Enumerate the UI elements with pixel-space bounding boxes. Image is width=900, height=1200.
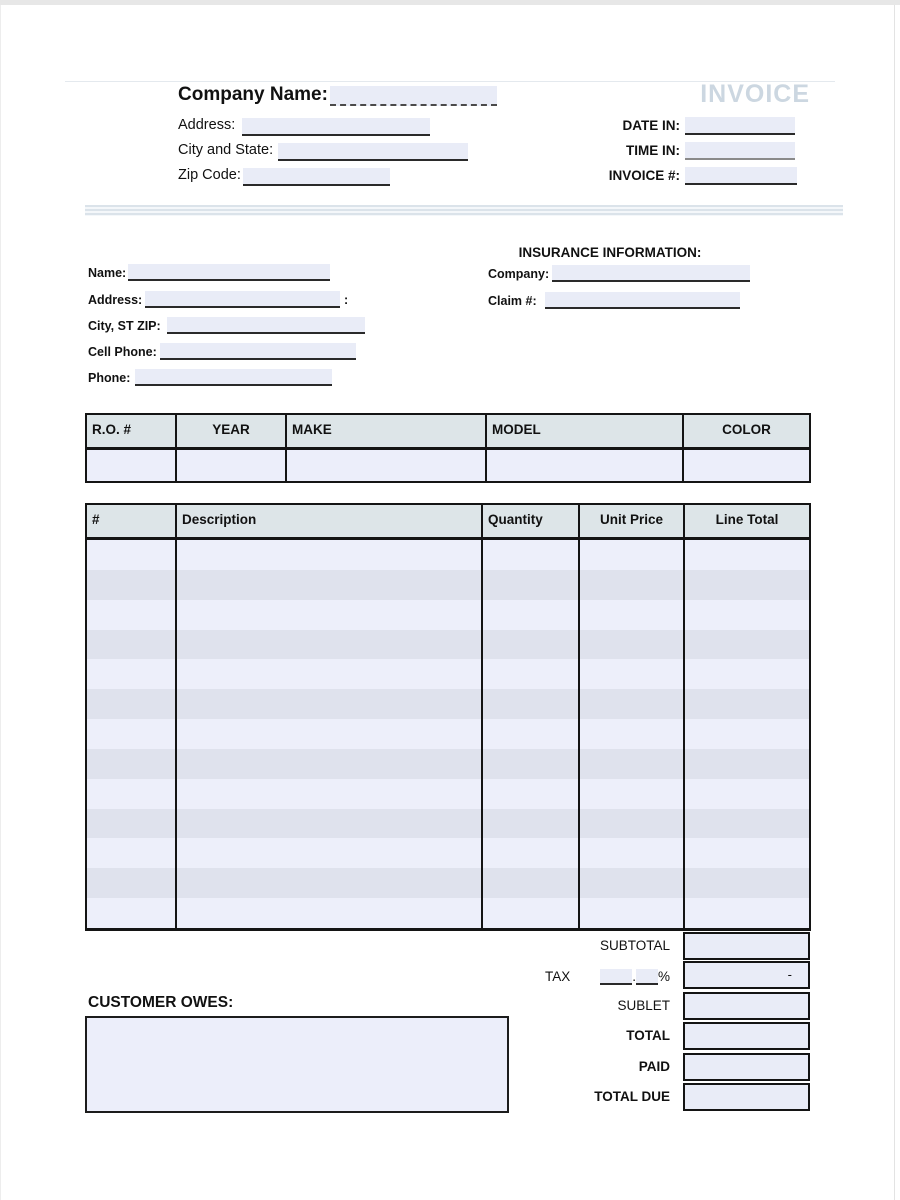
vehicle-header-color: COLOR	[722, 422, 771, 437]
items-table-cell[interactable]	[87, 809, 177, 839]
customer-phone-field[interactable]	[135, 369, 332, 386]
tax-rate-fraction-field[interactable]	[636, 969, 658, 985]
items-table-cell[interactable]	[87, 540, 177, 570]
customer-owes-label: CUSTOMER OWES:	[88, 994, 234, 1011]
page-top-edge	[0, 0, 900, 5]
items-table-cell[interactable]	[685, 630, 809, 660]
customer-name-field[interactable]	[128, 264, 330, 281]
customer-name-label: Name:	[88, 266, 127, 280]
items-table-cell[interactable]	[580, 719, 685, 749]
items-table-row	[87, 540, 809, 570]
invoice-title: INVOICE	[700, 80, 810, 108]
vehicle-header-ro: R.O. #	[87, 415, 177, 447]
items-table-cell[interactable]	[177, 898, 483, 928]
vehicle-table	[85, 413, 811, 483]
tax-row	[0, 961, 900, 989]
items-table-row	[87, 630, 809, 660]
items-table-cell[interactable]	[685, 779, 809, 809]
items-table-cell[interactable]	[483, 659, 580, 689]
items-table-cell[interactable]	[87, 749, 177, 779]
items-header-description: Description	[177, 505, 483, 537]
insurance-claim-label: Claim #:	[488, 294, 537, 308]
items-table-cell[interactable]	[580, 630, 685, 660]
items-table-cell[interactable]	[580, 659, 685, 689]
sublet-value-box[interactable]	[683, 992, 810, 1020]
items-table-cell[interactable]	[685, 600, 809, 630]
items-table-row	[87, 779, 809, 809]
items-table-cell[interactable]	[177, 630, 483, 660]
items-table-cell[interactable]	[483, 630, 580, 660]
company-zip-field[interactable]	[243, 168, 390, 186]
vehicle-header-year: YEAR	[177, 415, 287, 447]
items-table-body	[87, 540, 809, 928]
vehicle-cell-year[interactable]	[177, 450, 287, 481]
items-table-cell[interactable]	[580, 570, 685, 600]
company-name-label: Company Name:	[178, 84, 328, 105]
items-table-cell[interactable]	[87, 630, 177, 660]
items-table-cell[interactable]	[87, 898, 177, 928]
tax-value-box[interactable]: -	[683, 961, 810, 989]
insurance-company-label: Company:	[488, 267, 550, 281]
total-due-value-box[interactable]	[683, 1083, 810, 1111]
items-table-cell[interactable]	[483, 868, 580, 898]
insurance-claim-field[interactable]	[545, 292, 740, 309]
tax-rate-cluster	[545, 961, 670, 989]
subtotal-value-box[interactable]	[683, 932, 810, 960]
items-table-cell[interactable]	[483, 779, 580, 809]
items-table-cell[interactable]	[87, 779, 177, 809]
items-table-cell[interactable]	[685, 838, 809, 868]
items-table-cell[interactable]	[483, 749, 580, 779]
items-table-cell[interactable]	[483, 898, 580, 928]
items-header-quantity: Quantity	[483, 505, 580, 537]
items-table-cell[interactable]	[685, 898, 809, 928]
items-table-row	[87, 868, 809, 898]
items-table-cell[interactable]	[87, 600, 177, 630]
insurance-company-field[interactable]	[552, 265, 750, 282]
items-table-row	[87, 749, 809, 779]
items-table-cell[interactable]	[685, 809, 809, 839]
items-table-cell[interactable]	[177, 659, 483, 689]
items-table-cell[interactable]	[177, 570, 483, 600]
items-table-cell[interactable]	[580, 838, 685, 868]
items-table-row	[87, 719, 809, 749]
customer-address-suffix: :	[344, 293, 349, 307]
items-table-cell[interactable]	[177, 600, 483, 630]
items-table-cell[interactable]	[685, 659, 809, 689]
insurance-heading: INSURANCE INFORMATION:	[518, 245, 702, 260]
vehicle-cell-ro[interactable]	[87, 450, 177, 481]
tax-label: TAX	[544, 969, 571, 984]
items-table-cell[interactable]	[483, 570, 580, 600]
total-due-label: TOTAL DUE	[594, 1089, 670, 1104]
items-table-cell[interactable]	[685, 719, 809, 749]
tax-percent-sign: %	[657, 969, 670, 984]
items-table-cell[interactable]	[580, 540, 685, 570]
items-table-cell[interactable]	[685, 868, 809, 898]
company-address-label: Address:	[178, 117, 236, 133]
items-header-unit-price: Unit Price	[580, 505, 685, 537]
items-table-cell[interactable]	[177, 540, 483, 570]
items-table-cell[interactable]	[177, 779, 483, 809]
items-table-row	[87, 570, 809, 600]
items-table-cell[interactable]	[177, 868, 483, 898]
vehicle-header-make: MAKE	[287, 415, 487, 447]
items-table-cell[interactable]	[483, 689, 580, 719]
customer-address-field[interactable]	[145, 291, 340, 308]
vehicle-cell-color[interactable]	[684, 450, 809, 481]
items-table-cell[interactable]	[580, 689, 685, 719]
section-divider	[85, 205, 843, 216]
items-table-cell[interactable]	[87, 659, 177, 689]
items-table-row	[87, 659, 809, 689]
company-address-field[interactable]	[242, 118, 430, 136]
items-table-cell[interactable]	[87, 868, 177, 898]
subtotal-label: SUBTOTAL	[599, 938, 670, 953]
items-table-cell[interactable]	[483, 540, 580, 570]
vehicle-table-row	[87, 450, 809, 481]
company-name-field[interactable]	[330, 86, 497, 106]
tax-decimal-point: .	[632, 969, 636, 984]
items-table-cell[interactable]	[177, 809, 483, 839]
items-table	[85, 503, 811, 931]
items-table-cell[interactable]	[87, 689, 177, 719]
time-in-field[interactable]	[685, 142, 795, 160]
items-table-cell[interactable]	[685, 570, 809, 600]
tax-rate-whole-field[interactable]	[600, 969, 632, 985]
company-city-state-label: City and State:	[178, 142, 274, 158]
items-table-cell[interactable]	[580, 898, 685, 928]
time-in-label: TIME IN:	[626, 143, 680, 158]
items-table-cell[interactable]	[177, 838, 483, 868]
paid-label: PAID	[638, 1059, 670, 1074]
date-in-field[interactable]	[685, 117, 795, 135]
customer-owes-box[interactable]	[85, 1016, 509, 1113]
items-table-row	[87, 838, 809, 868]
customer-cell-phone-label: Cell Phone:	[88, 345, 157, 359]
customer-city-st-zip-field[interactable]	[167, 317, 365, 334]
customer-cell-phone-field[interactable]	[160, 343, 356, 360]
items-table-cell[interactable]	[580, 749, 685, 779]
items-table-header	[87, 505, 809, 540]
items-table-cell[interactable]	[580, 868, 685, 898]
page-right-edge	[894, 5, 895, 1200]
customer-address-label: Address:	[88, 293, 143, 307]
page-left-edge	[0, 5, 1, 1200]
items-table-cell[interactable]	[87, 838, 177, 868]
company-city-state-field[interactable]	[278, 143, 468, 161]
total-label: TOTAL	[626, 1028, 670, 1043]
items-table-row	[87, 809, 809, 839]
items-header-number: #	[87, 505, 177, 537]
items-table-cell[interactable]	[87, 570, 177, 600]
items-header-line-total: Line Total	[715, 512, 779, 527]
vehicle-header-model: MODEL	[487, 415, 684, 447]
subtotal-row	[0, 932, 900, 960]
company-zip-label: Zip Code:	[178, 167, 241, 183]
items-table-cell[interactable]	[177, 689, 483, 719]
items-table-cell[interactable]	[483, 600, 580, 630]
items-table-cell[interactable]	[87, 719, 177, 749]
total-value-box[interactable]	[683, 1022, 810, 1050]
sublet-label: SUBLET	[617, 998, 670, 1013]
vehicle-cell-model[interactable]	[487, 450, 684, 481]
vehicle-cell-make[interactable]	[287, 450, 487, 481]
items-table-cell[interactable]	[685, 689, 809, 719]
items-table-cell[interactable]	[580, 600, 685, 630]
customer-city-st-zip-label: City, ST ZIP:	[88, 319, 161, 333]
items-table-cell[interactable]	[483, 838, 580, 868]
items-table-cell[interactable]	[483, 719, 580, 749]
items-table-cell[interactable]	[177, 749, 483, 779]
invoice-number-field[interactable]	[685, 167, 797, 185]
invoice-number-label: INVOICE #:	[608, 168, 680, 183]
items-table-cell[interactable]	[580, 809, 685, 839]
items-table-row	[87, 600, 809, 630]
items-table-cell[interactable]	[685, 540, 809, 570]
items-table-row	[87, 898, 809, 928]
items-table-cell[interactable]	[483, 809, 580, 839]
items-table-cell[interactable]	[580, 779, 685, 809]
items-table-row	[87, 689, 809, 719]
items-table-cell[interactable]	[685, 749, 809, 779]
paid-value-box[interactable]	[683, 1053, 810, 1081]
vehicle-table-header	[87, 415, 809, 450]
date-in-label: DATE IN:	[622, 118, 680, 133]
customer-phone-label: Phone:	[88, 371, 131, 385]
items-table-cell[interactable]	[177, 719, 483, 749]
